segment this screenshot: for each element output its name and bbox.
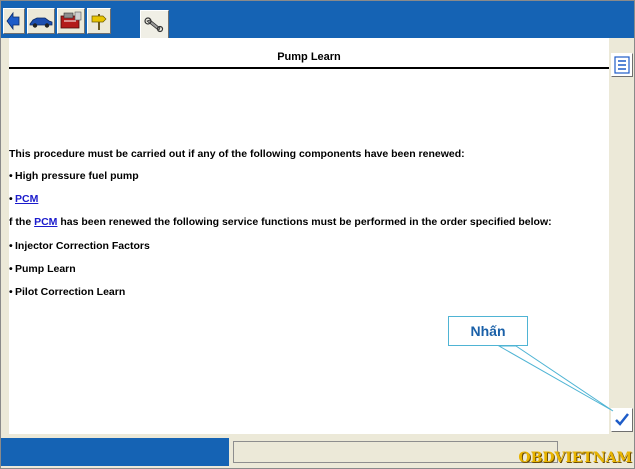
callout-pointer bbox=[1, 1, 634, 468]
component-label: High pressure fuel pump bbox=[15, 170, 139, 182]
function-item: • Pilot Correction Learn bbox=[9, 286, 126, 298]
component-item: • High pressure fuel pump bbox=[9, 170, 139, 182]
watermark: OBDVIETNAM bbox=[518, 450, 632, 466]
callout-label: Nhấn bbox=[448, 316, 528, 346]
condition-text: f the PCM has been renewed the following service functions must be performed in the order specified below: bbox=[9, 216, 552, 228]
function-label: Pump Learn bbox=[15, 263, 76, 275]
function-label: Injector Correction Factors bbox=[15, 240, 150, 252]
pcm-link[interactable]: PCM bbox=[15, 193, 39, 205]
status-bar bbox=[1, 434, 634, 468]
intro-text: This procedure must be carried out if any of the following components have been renewed: bbox=[9, 148, 465, 160]
function-label: Pilot Correction Learn bbox=[15, 286, 126, 298]
function-item: • Pump Learn bbox=[9, 263, 76, 275]
status-field bbox=[233, 441, 558, 463]
function-item: • Injector Correction Factors bbox=[9, 240, 150, 252]
status-bar-blue-panel bbox=[1, 438, 229, 466]
component-item: • PCM bbox=[9, 193, 39, 205]
page-title: Pump Learn bbox=[277, 51, 341, 63]
pcm-link-inline[interactable]: PCM bbox=[34, 216, 58, 228]
